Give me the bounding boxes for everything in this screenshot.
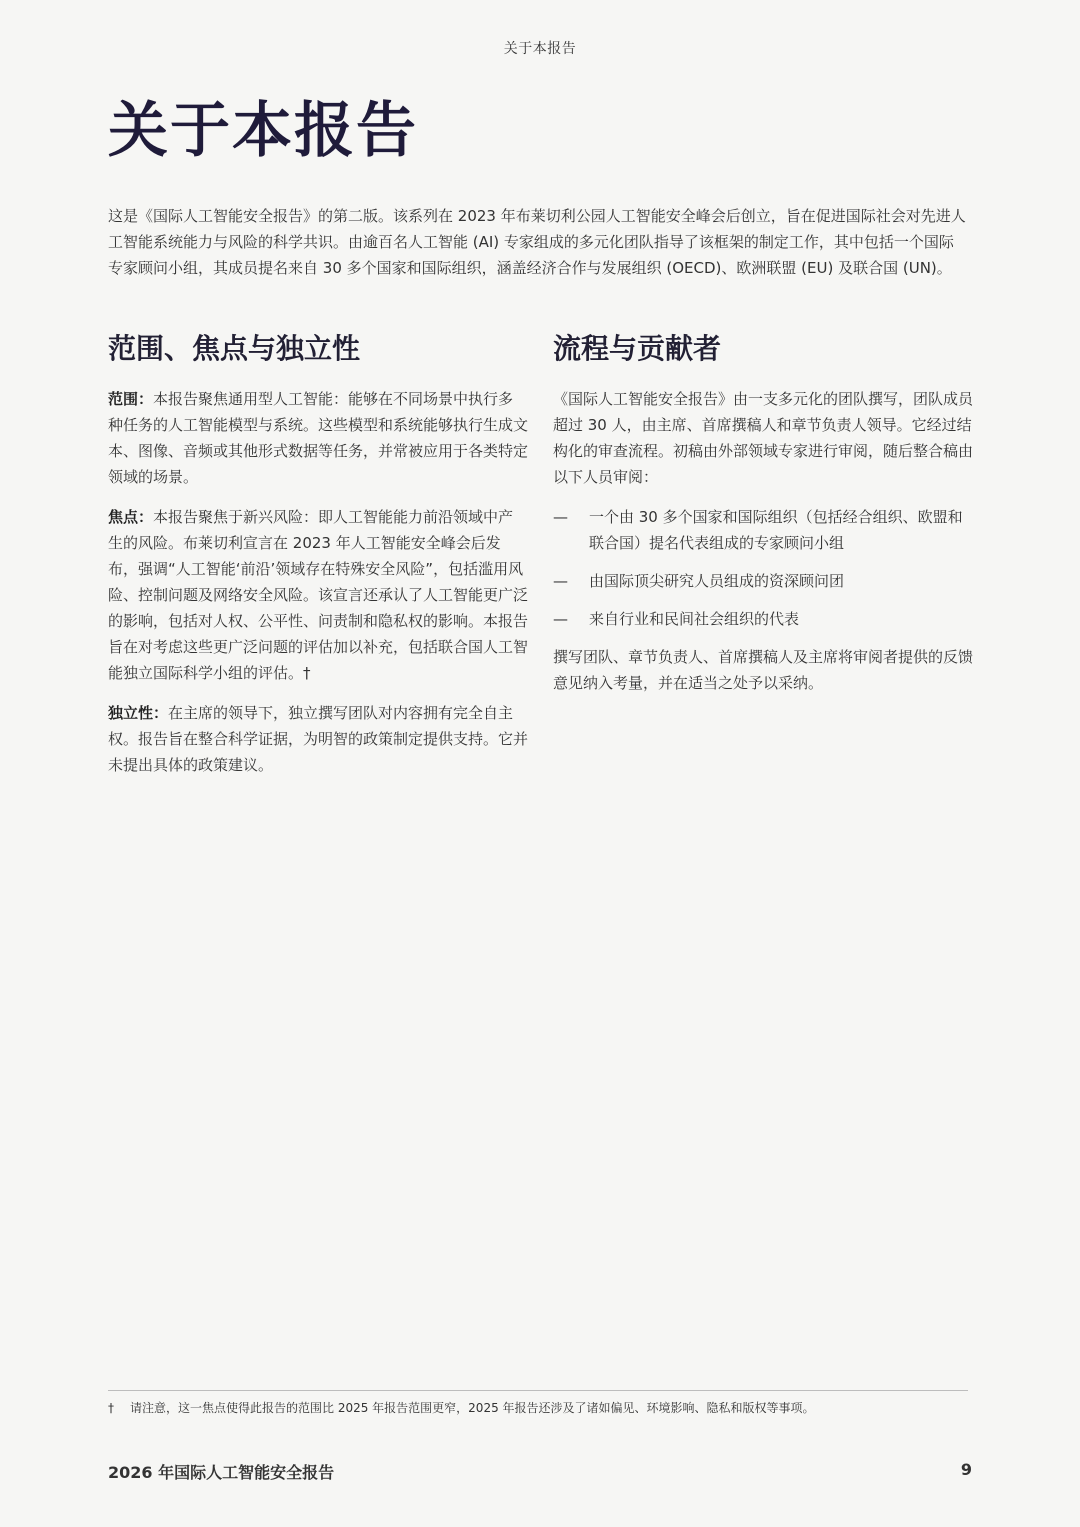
footnote — [108, 1398, 968, 1418]
focus-lead: 焦点： — [108, 508, 154, 526]
intro-paragraph: 这是《国际人工智能安全报告》的第二版。该系列在 2023 年布莱切利公园人工智能安全峰会后创立，旨在促进国际社会对先进人工智能系统能力与风险的科学共识。由逾百名人工智能 (AI) 专家组成的多元化团队指导了该框架的制定工作，其中包括一个国际专家顾问小组，其成员提名来自 30 多个国家和国际组织，涵盖经济合作与发展组织 (OECD)、欧洲联盟 (EU) 及联合国 (UN)。 — [108, 207, 966, 277]
list-item — [553, 568, 973, 594]
focus-text: 本报告聚焦于新兴风险：即人工智能能力前沿领域中产生的风险。布莱切利宣言在 2023 年人工智能安全峰会后发布，强调“人工智能‘前沿’领域存在特殊安全风险”，包括滥用风险、控制问题及网络安全风险。该宣言还承认了人工智能更广泛的影响，包括对人权、公平性、问责制和隐私权的影响。本报告旨在对考虑这些更广泛问题的评估加以补充，包括联合国人工智能独立国际科学小组的评估。† — [108, 508, 529, 682]
footnote-divider — [108, 1390, 968, 1391]
independence-text: 在主席的领导下，独立撰写团队对内容拥有完全自主权。报告旨在整合科学证据，为明智的政策制定提供支持。它并未提出具体的政策建议。 — [108, 704, 529, 774]
list-item-text: 来自行业和民间社会组织的代表 — [589, 610, 800, 628]
list-item — [553, 606, 973, 632]
running-header: 关于本报告 — [503, 41, 577, 57]
independence-paragraph — [108, 700, 528, 778]
list-item — [553, 504, 973, 556]
footer-report-title: 2026 年国际人工智能安全报告 — [108, 1463, 335, 1482]
focus-paragraph — [108, 504, 528, 686]
reviewer-list — [553, 504, 973, 632]
section-heading-scope: 范围、焦点与独立性 — [108, 332, 361, 365]
footnote-text: 请注意，这一焦点使得此报告的范围比 2025 年报告范围更窄，2025 年报告还涉及了诸如偏见、环境影响、隐私和版权等事项。 — [130, 1401, 815, 1415]
process-intro-paragraph: 《国际人工智能安全报告》由一支多元化的团队撰写，团队成员超过 30 人，由主席、首席撰稿人和章节负责人领导。它经过结构化的审查流程。初稿由外部领域专家进行审阅，随后整合稿由以下人员审阅： — [553, 390, 974, 486]
scope-lead: 范围： — [108, 390, 154, 408]
page-title: 关于本报告 — [108, 96, 418, 166]
dash-marker: — — [553, 508, 568, 526]
dash-marker: — — [553, 572, 568, 590]
process-column — [553, 330, 973, 710]
list-item-text: 由国际顶尖研究人员组成的资深顾问团 — [589, 572, 845, 590]
scope-paragraph — [108, 386, 528, 490]
independence-lead: 独立性： — [108, 704, 169, 722]
scope-column — [108, 330, 528, 792]
page-number: 9 — [960, 1460, 972, 1479]
list-item-text: 一个由 30 多个国家和国际组织（包括经合组织、欧盟和联合国）提名代表组成的专家顾问小组 — [589, 508, 963, 552]
dash-marker: — — [553, 610, 568, 628]
process-closing-paragraph: 撰写团队、章节负责人、首席撰稿人及主席将审阅者提供的反馈意见纳入考量，并在适当之处予以采纳。 — [553, 648, 974, 692]
footnote-mark: † — [108, 1401, 114, 1415]
section-heading-process: 流程与贡献者 — [553, 332, 722, 365]
scope-text: 本报告聚焦通用型人工智能：能够在不同场景中执行多种任务的人工智能模型与系统。这些模型和系统能够执行生成文本、图像、音频或其他形式数据等任务，并常被应用于各类特定领域的场景。 — [108, 390, 529, 486]
